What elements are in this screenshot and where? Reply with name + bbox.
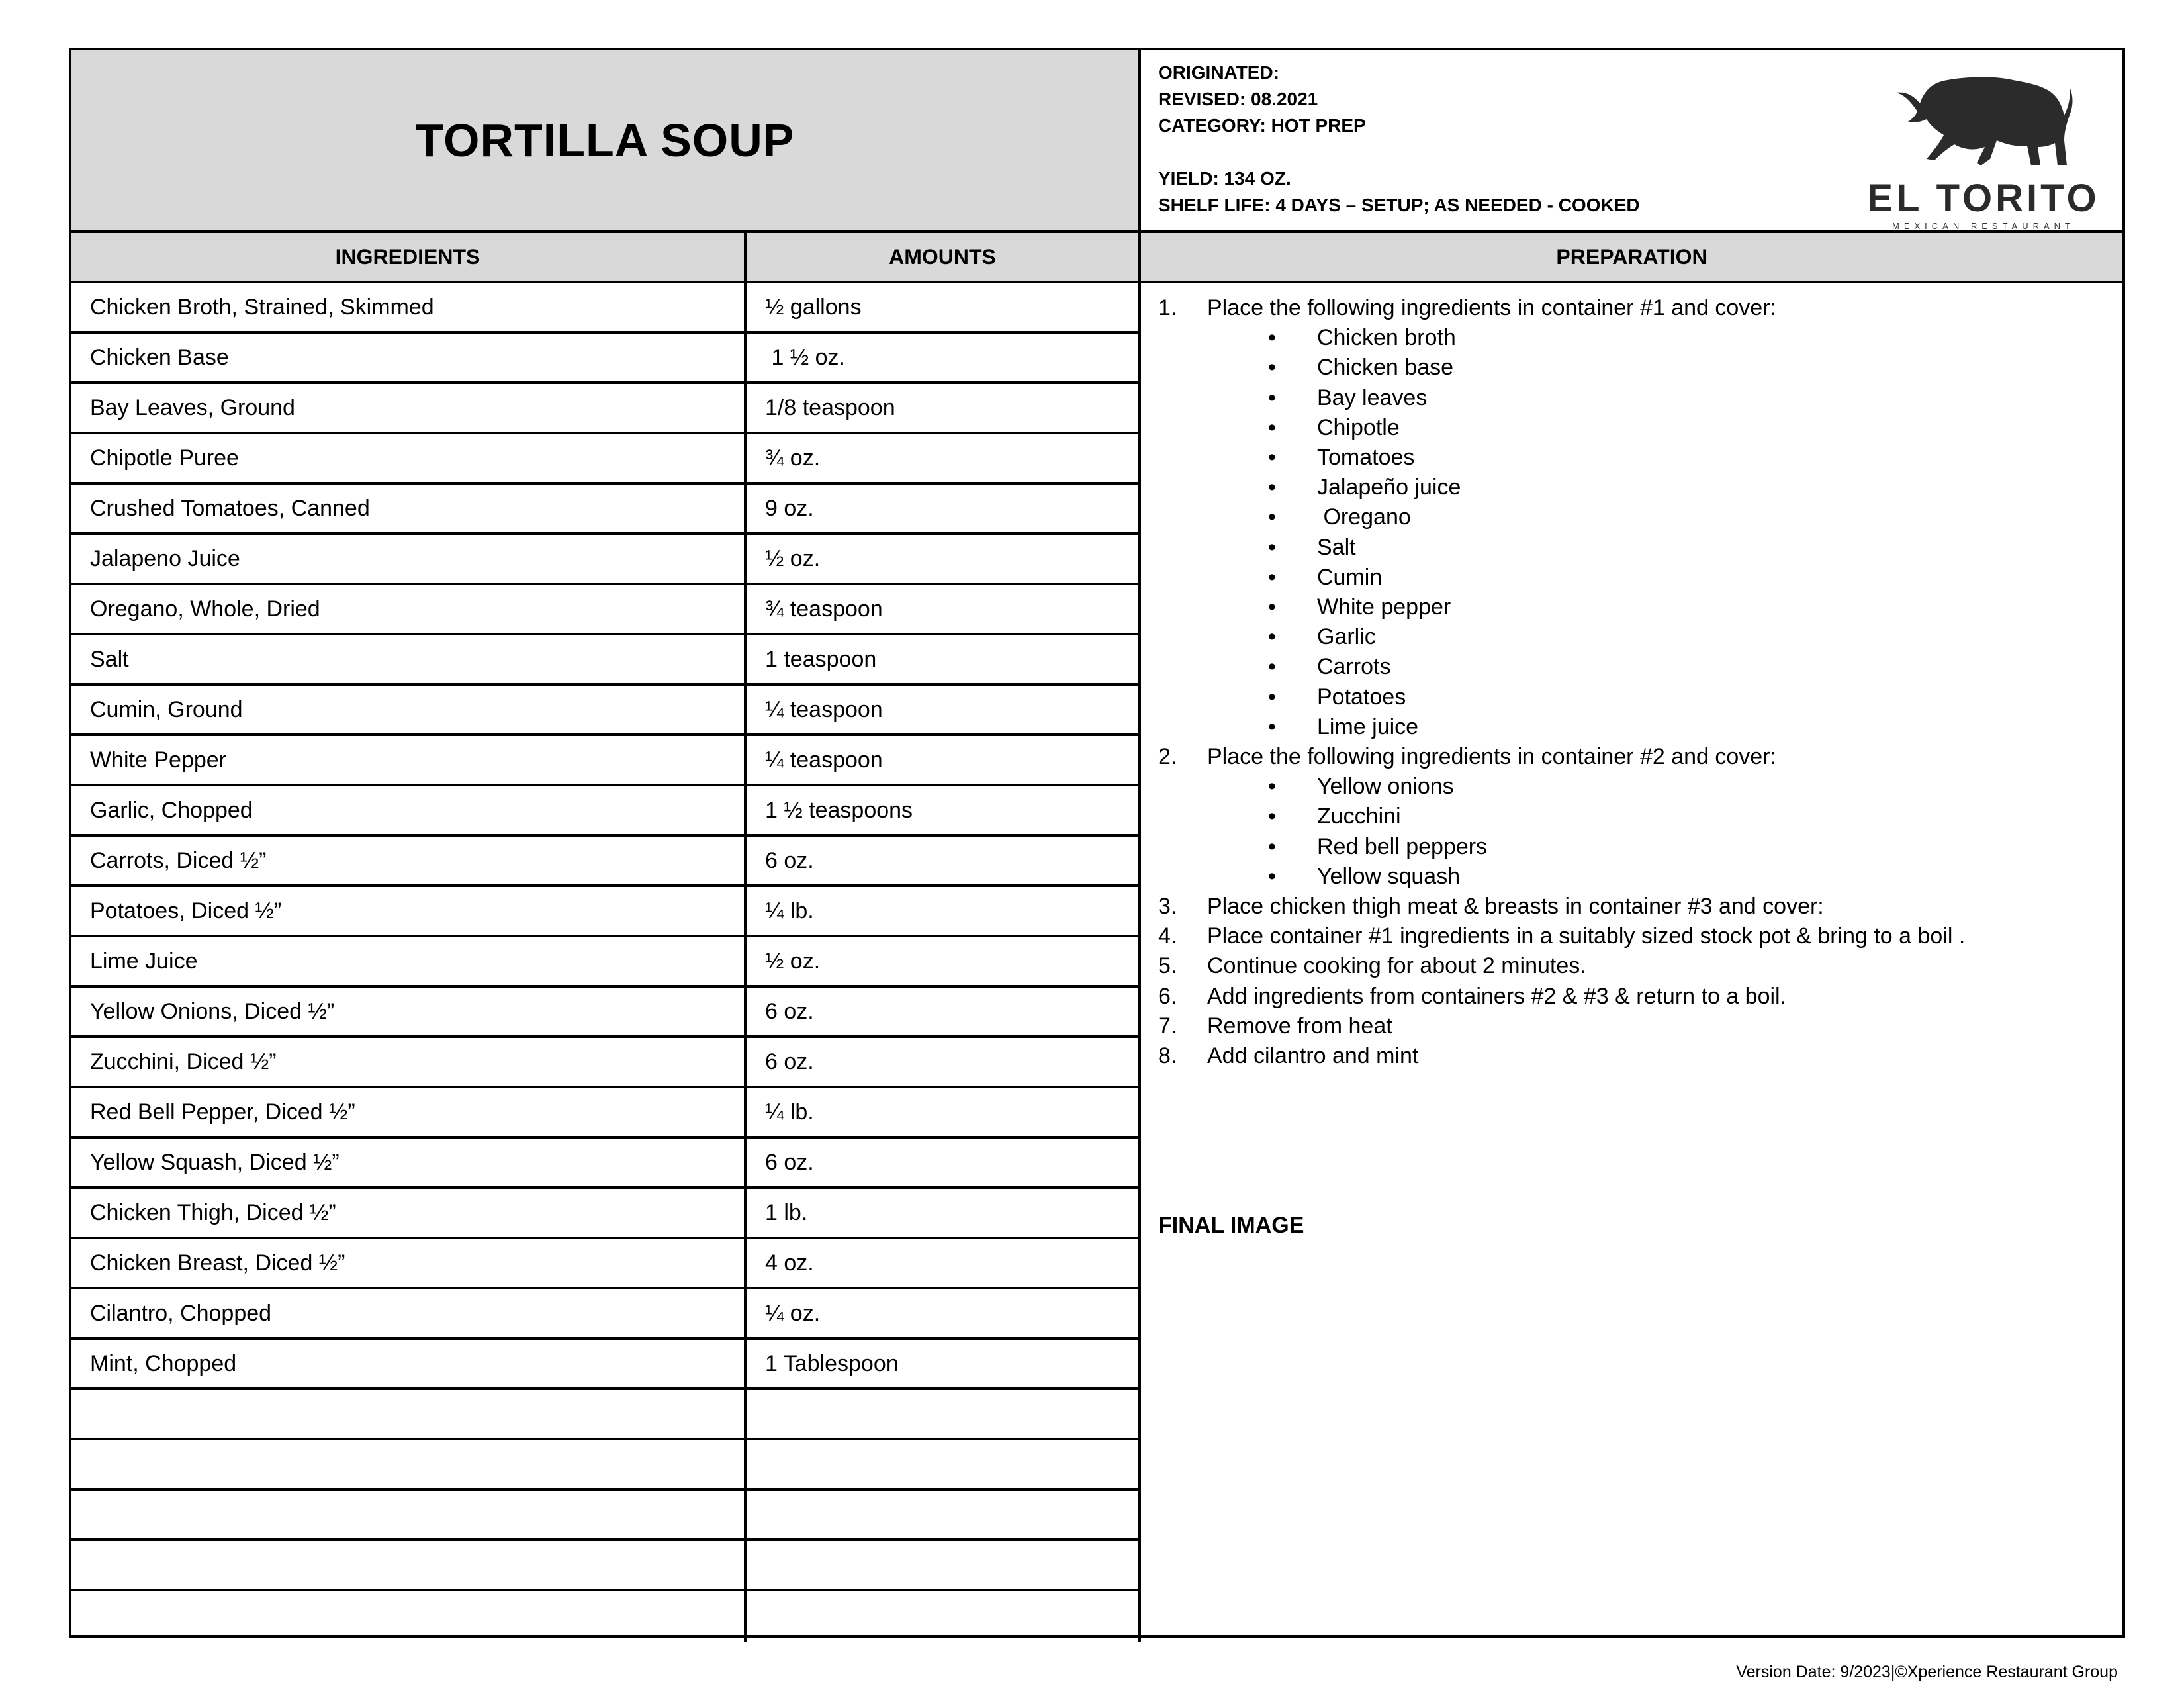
table-row — [71, 1289, 1141, 1340]
bullet-marker: • — [1268, 863, 1276, 889]
ingredient-name: Jalapeno Juice — [71, 535, 747, 583]
bullet-marker: • — [1268, 804, 1276, 829]
bullet-item — [1268, 415, 1400, 441]
ingredient-amount: 6 oz. — [747, 1038, 1141, 1086]
step-item — [1158, 744, 1776, 770]
category-label: CATEGORY: HOT PREP — [1158, 115, 1366, 136]
ingredient-name: Mint, Chopped — [71, 1340, 747, 1387]
bullet-marker: • — [1268, 414, 1276, 440]
bullet-marker: • — [1268, 534, 1276, 560]
ingredient-amount: 6 oz. — [747, 988, 1141, 1035]
step-text: Place container #1 ingredients in a suitably sized stock pot & bring to a boil . — [1207, 923, 1966, 949]
table-row — [71, 686, 1141, 736]
ingredient-amount: ¾ oz. — [747, 434, 1141, 482]
revised-label: REVISED: 08.2021 — [1158, 89, 1318, 109]
bullet-item — [1268, 804, 1401, 829]
bullet-text: Carrots — [1317, 654, 1391, 680]
ingredient-amount — [747, 1440, 1141, 1488]
ingredient-name: Salt — [71, 635, 747, 683]
bullet-text: Oregano — [1317, 504, 1411, 530]
step-number: 5. — [1158, 953, 1177, 979]
ingredient-name — [71, 1491, 747, 1538]
table-row — [71, 1541, 1141, 1591]
bullet-marker: • — [1268, 684, 1276, 710]
ingredient-amount: 4 oz. — [747, 1239, 1141, 1287]
step-text: Place the following ingredients in container #2 and cover: — [1207, 744, 1776, 769]
bullet-text: Chipotle — [1317, 414, 1400, 440]
bullet-text: Salt — [1317, 534, 1356, 560]
ingredient-name: Chipotle Puree — [71, 434, 747, 482]
table-row — [71, 988, 1141, 1038]
table-row — [71, 485, 1141, 535]
ingredient-amount — [747, 1541, 1141, 1589]
step-item — [1158, 923, 1965, 949]
bullet-text: White pepper — [1317, 594, 1451, 620]
ingredient-name: Oregano, Whole, Dried — [71, 585, 747, 633]
recipe-meta — [1141, 50, 2122, 233]
recipe-title: TORTILLA SOUP — [415, 115, 795, 166]
bullet-marker: • — [1268, 475, 1276, 500]
ingredient-amount — [747, 1390, 1141, 1438]
bullet-text: Cumin — [1317, 564, 1383, 590]
table-row — [71, 635, 1141, 686]
ingredient-name: White Pepper — [71, 736, 747, 784]
table-row — [71, 937, 1141, 988]
ingredient-name — [71, 1541, 747, 1589]
bullet-text: Yellow onions — [1317, 774, 1454, 800]
bullet-item — [1268, 445, 1414, 471]
ingredient-amount: ¾ teaspoon — [747, 585, 1141, 633]
step-item — [1158, 1013, 1392, 1039]
step-text: Place the following ingredients in container #1 and cover: — [1207, 295, 1776, 320]
ingredient-name: Cumin, Ground — [71, 686, 747, 733]
step-number: 8. — [1158, 1043, 1177, 1068]
bullet-text: Chicken base — [1317, 355, 1454, 381]
bullet-text: Jalapeño juice — [1317, 475, 1461, 500]
ingredient-amount: ½ oz. — [747, 535, 1141, 583]
step-item — [1158, 894, 1824, 919]
table-row — [71, 585, 1141, 635]
ingredient-name: Chicken Thigh, Diced ½” — [71, 1189, 747, 1237]
step-number: 2. — [1158, 744, 1177, 769]
bullet-item — [1268, 565, 1382, 590]
bullet-marker: • — [1268, 624, 1276, 650]
ingredient-amount — [747, 1591, 1141, 1642]
ingredient-name: Red Bell Pepper, Diced ½” — [71, 1088, 747, 1136]
table-row — [71, 1038, 1141, 1088]
bullet-text: Garlic — [1317, 624, 1376, 650]
table-row — [71, 1239, 1141, 1289]
ingredient-amount: 9 oz. — [747, 485, 1141, 532]
bullet-item — [1268, 684, 1406, 710]
ingredient-name: Bay Leaves, Ground — [71, 384, 747, 432]
bullet-item — [1268, 834, 1487, 860]
table-row — [71, 1340, 1141, 1390]
column-header-ingredients: INGREDIENTS — [71, 233, 747, 283]
step-number: 4. — [1158, 923, 1177, 949]
bullet-text: Bay leaves — [1317, 385, 1428, 410]
ingredient-name: Potatoes, Diced ½” — [71, 887, 747, 935]
ingredient-name: Cilantro, Chopped — [71, 1289, 747, 1337]
step-text: Add cilantro and mint — [1207, 1043, 1419, 1068]
bullet-marker: • — [1268, 504, 1276, 530]
step-number: 7. — [1158, 1013, 1177, 1039]
bullet-text: Potatoes — [1317, 684, 1406, 710]
ingredient-name: Carrots, Diced ½” — [71, 837, 747, 884]
ingredient-amount: 1 lb. — [747, 1189, 1141, 1237]
table-row — [71, 837, 1141, 887]
bullet-text: Chicken broth — [1317, 325, 1456, 351]
ingredient-name: Yellow Squash, Diced ½” — [71, 1139, 747, 1186]
table-row — [71, 283, 1141, 334]
bullet-marker: • — [1268, 714, 1276, 739]
bullet-text: Red bell peppers — [1317, 833, 1488, 859]
bullet-marker: • — [1268, 385, 1276, 410]
table-row — [71, 535, 1141, 585]
ingredients-table — [71, 283, 1141, 1642]
ingredient-amount: 1 ½ teaspoons — [747, 786, 1141, 834]
ingredient-amount: ½ oz. — [747, 937, 1141, 985]
bullet-text: Lime juice — [1317, 714, 1419, 739]
bullet-item — [1268, 714, 1418, 740]
table-row — [71, 1139, 1141, 1189]
step-text: Add ingredients from containers #2 & #3 & return to a boil. — [1207, 983, 1787, 1009]
bullet-item — [1268, 535, 1356, 561]
bullet-marker: • — [1268, 833, 1276, 859]
column-header-preparation: PREPARATION — [1141, 233, 2122, 283]
ingredient-amount: 1 ½ oz. — [747, 334, 1141, 381]
ingredient-amount: ½ gallons — [747, 283, 1141, 331]
table-row — [71, 1491, 1141, 1541]
bullet-item — [1268, 594, 1451, 620]
step-number: 6. — [1158, 983, 1177, 1009]
bullet-text: Yellow squash — [1317, 863, 1461, 889]
bullet-marker: • — [1268, 564, 1276, 590]
ingredient-amount: 1 Tablespoon — [747, 1340, 1141, 1387]
bullet-marker: • — [1268, 654, 1276, 680]
ingredient-name — [71, 1440, 747, 1488]
bullet-item — [1268, 475, 1461, 500]
bullet-text: Tomatoes — [1317, 445, 1415, 470]
column-header-amounts: AMOUNTS — [747, 233, 1141, 283]
step-number: 3. — [1158, 894, 1177, 919]
el-torito-logo — [1864, 71, 2103, 231]
ingredient-name — [71, 1390, 747, 1438]
recipe-card — [69, 48, 2125, 1638]
table-row — [71, 1440, 1141, 1491]
step-item — [1158, 984, 1786, 1009]
bullet-marker: • — [1268, 594, 1276, 620]
table-row — [71, 334, 1141, 384]
brand-tagline: MEXICAN RESTAURANT — [1892, 221, 2075, 231]
step-item — [1158, 953, 1586, 979]
final-image-label: FINAL IMAGE — [1158, 1213, 1304, 1238]
table-row — [71, 1088, 1141, 1139]
ingredient-amount: 1/8 teaspoon — [747, 384, 1141, 432]
ingredient-name — [71, 1591, 747, 1642]
table-row — [71, 887, 1141, 937]
table-row — [71, 1591, 1141, 1642]
table-row — [71, 1390, 1141, 1440]
ingredient-name: Crushed Tomatoes, Canned — [71, 485, 747, 532]
bullet-item — [1268, 654, 1390, 680]
ingredient-amount: 6 oz. — [747, 837, 1141, 884]
step-text: Place chicken thigh meat & breasts in container #3 and cover: — [1207, 894, 1824, 919]
step-text: Continue cooking for about 2 minutes. — [1207, 953, 1586, 979]
bullet-item — [1268, 624, 1376, 650]
bullet-item — [1268, 385, 1427, 411]
step-number: 1. — [1158, 295, 1177, 320]
step-item — [1158, 1043, 1418, 1069]
bullet-item — [1268, 774, 1454, 800]
ingredient-name: Chicken Breast, Diced ½” — [71, 1239, 747, 1287]
shelf-life-label: SHELF LIFE: 4 DAYS – SETUP; AS NEEDED - COOKED — [1158, 195, 1640, 215]
ingredient-amount: ¼ lb. — [747, 887, 1141, 935]
ingredient-name: Yellow Onions, Diced ½” — [71, 988, 747, 1035]
bullet-marker: • — [1268, 774, 1276, 800]
step-item — [1158, 295, 1776, 321]
table-row — [71, 786, 1141, 837]
step-text: Remove from heat — [1207, 1013, 1392, 1039]
ingredient-amount: ¼ lb. — [747, 1088, 1141, 1136]
table-row — [71, 736, 1141, 786]
bullet-text: Zucchini — [1317, 804, 1401, 829]
bullet-item — [1268, 325, 1456, 351]
bullet-marker: • — [1268, 445, 1276, 470]
ingredient-amount: 1 teaspoon — [747, 635, 1141, 683]
ingredient-amount: ¼ teaspoon — [747, 686, 1141, 733]
ingredient-name: Garlic, Chopped — [71, 786, 747, 834]
ingredient-name: Chicken Base — [71, 334, 747, 381]
brand-wordmark: EL TORITO — [1867, 177, 2100, 220]
ingredient-amount: 6 oz. — [747, 1139, 1141, 1186]
ingredient-name: Zucchini, Diced ½” — [71, 1038, 747, 1086]
table-row — [71, 1189, 1141, 1239]
ingredient-amount: ¼ oz. — [747, 1289, 1141, 1337]
bullet-marker: • — [1268, 355, 1276, 381]
footer-version: Version Date: 9/2023|©Xperience Restaurant Group — [1736, 1663, 2118, 1681]
bullet-item — [1268, 504, 1411, 530]
bullet-item — [1268, 864, 1460, 890]
yield-label: YIELD: 134 OZ. — [1158, 168, 1291, 189]
bullet-item — [1268, 355, 1453, 381]
ingredient-amount: ¼ teaspoon — [747, 736, 1141, 784]
ingredient-name: Lime Juice — [71, 937, 747, 985]
originated-label: ORIGINATED: — [1158, 62, 1280, 83]
ingredient-name: Chicken Broth, Strained, Skimmed — [71, 283, 747, 331]
bullet-marker: • — [1268, 325, 1276, 351]
table-row — [71, 384, 1141, 434]
bull-icon — [1891, 71, 2083, 171]
ingredient-amount — [747, 1491, 1141, 1538]
title-cell — [71, 50, 1141, 233]
preparation-steps — [1141, 283, 2122, 1635]
table-row — [71, 434, 1141, 485]
